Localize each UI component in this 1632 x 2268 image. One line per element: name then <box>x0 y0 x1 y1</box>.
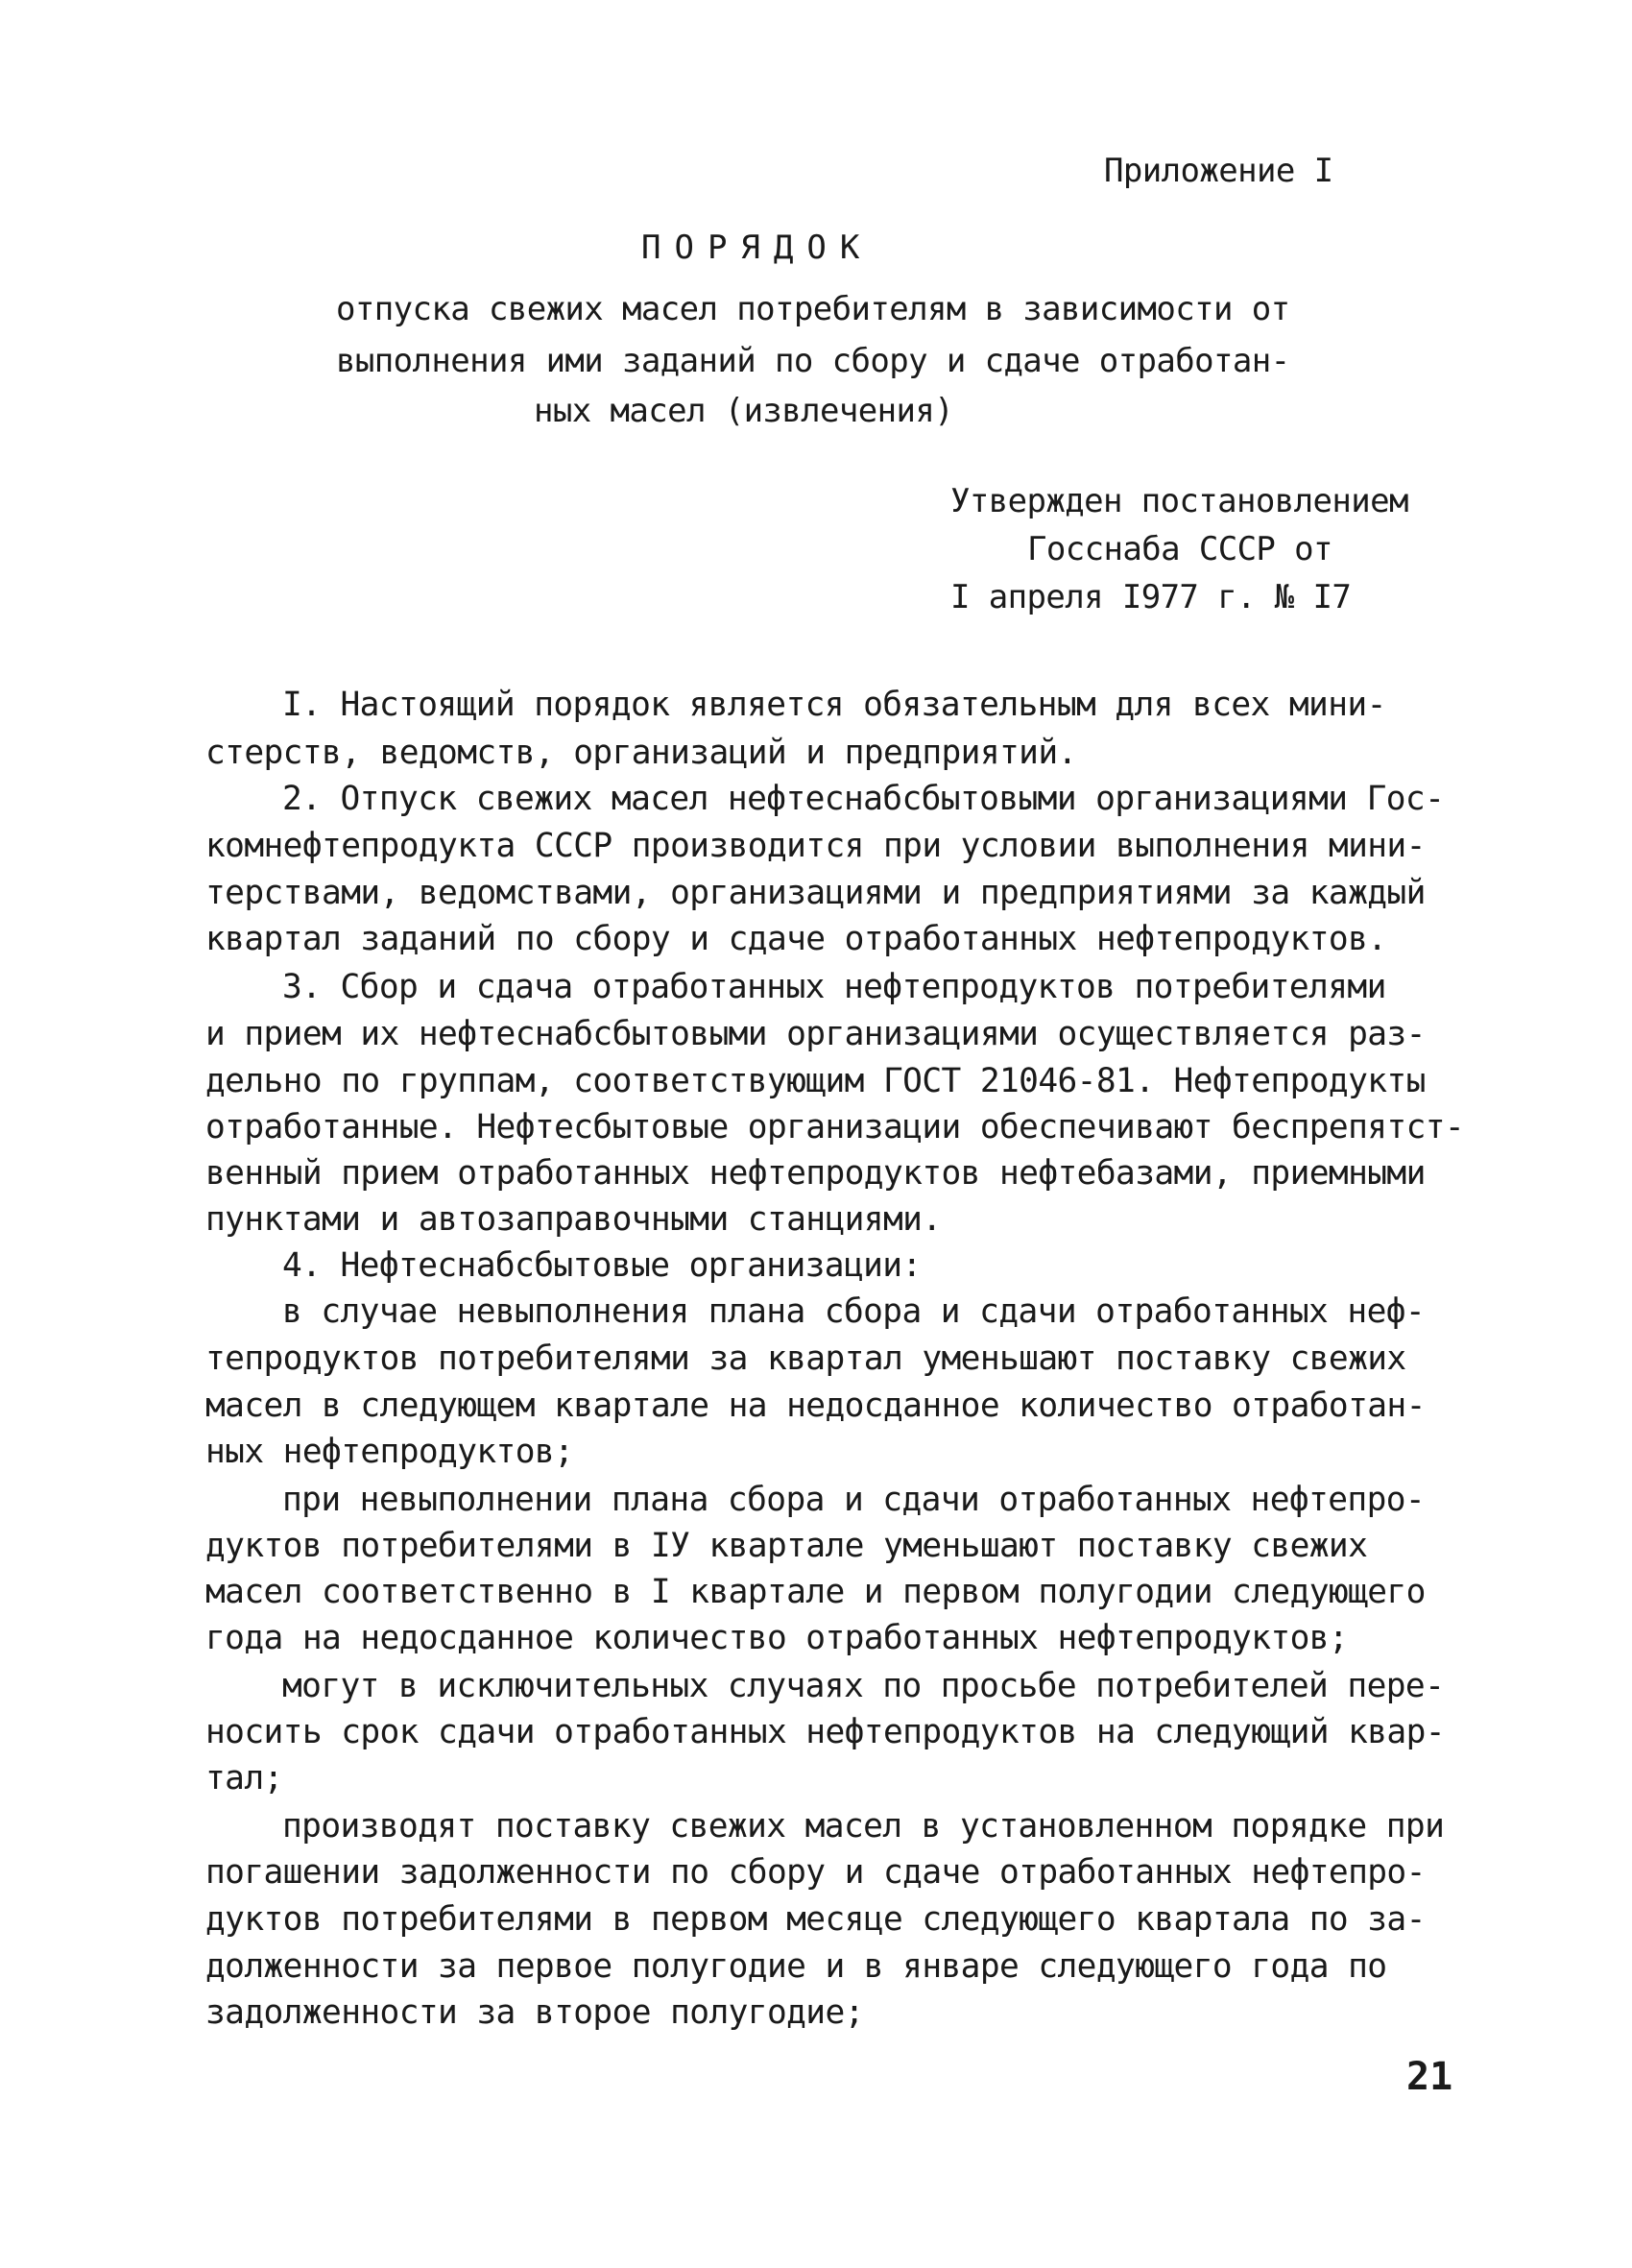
body-line: задолженности за второе полугодие; <box>205 1993 864 2032</box>
body-line: производят поставку свежих масел в установленном порядке при <box>282 1807 1445 1846</box>
appendix-label: Приложение I <box>1104 152 1333 190</box>
page-number: 21 <box>1406 2055 1453 2099</box>
body-line: масел соответственно в I квартале и первом полугодии следующего <box>205 1573 1426 1611</box>
body-line: 4. Нефтеснабсбытовые организации: <box>282 1246 922 1285</box>
body-line: и прием их нефтеснабсбытовыми организациями осуществляется раз- <box>205 1015 1426 1053</box>
body-line: тепродуктов потребителями за квартал уменьшают поставку свежих <box>205 1339 1406 1378</box>
body-line: дуктов потребителями в первом месяце следующего квартала по за- <box>205 1900 1426 1939</box>
body-line: 3. Сбор и сдача отработанных нефтепродуктов потребителями <box>282 968 1386 1006</box>
subtitle-line: отпуска свежих масел потребителям в зависимости от <box>336 290 1290 328</box>
approval-line: I апреля I977 г. № I7 <box>950 578 1352 616</box>
body-line: тал; <box>205 1759 283 1798</box>
body-line: долженности за первое полугодие и в январе следующего года по <box>205 1947 1387 1986</box>
body-line: в случае невыполнения плана сбора и сдачи отработанных неф- <box>282 1292 1426 1331</box>
body-line: венный прием отработанных нефтепродуктов нефтебазами, приемными <box>205 1154 1426 1193</box>
body-line: при невыполнении плана сбора и сдачи отработанных нефтепро- <box>282 1481 1426 1519</box>
body-line: комнефтепродукта СССР производится при условии выполнения мини- <box>205 827 1426 865</box>
approval-line: Утвержден постановлением <box>950 482 1408 520</box>
body-line: ных нефтепродуктов; <box>205 1433 574 1471</box>
body-line: масел в следующем квартале на недосданное количество отработан- <box>205 1387 1426 1425</box>
subtitle-line: выполнения ими заданий по сбору и сдаче отработан- <box>336 342 1290 380</box>
body-line: дельно по группам, соответствующим ГОСТ 21046-81. Нефтепродукты <box>205 1062 1426 1100</box>
body-line: 2. Отпуск свежих масел нефтеснабсбытовыми организациями Гос- <box>282 780 1445 818</box>
subtitle-line: ных масел (извлечения) <box>534 392 954 430</box>
document-title: ПОРЯДОК <box>641 229 874 267</box>
body-line: могут в исключительных случаях по просьбе потребителей пере- <box>282 1667 1445 1705</box>
body-line: пунктами и автозаправочными станциями. <box>205 1200 942 1239</box>
body-line: года на недосданное количество отработанных нефтепродуктов; <box>205 1619 1349 1657</box>
body-line: отработанные. Нефтесбытовые организации обеспечивают беспрепятст- <box>205 1108 1465 1146</box>
body-line: квартал заданий по сбору и сдаче отработанных нефтепродуктов. <box>205 920 1387 958</box>
approval-line: Госснаба СССР от <box>1027 530 1332 568</box>
body-line: носить срок сдачи отработанных нефтепродуктов на следующий квар- <box>205 1713 1445 1751</box>
body-line: дуктов потребителями в IУ квартале уменьшают поставку свежих <box>205 1527 1368 1565</box>
body-line: I. Настоящий порядок является обязательным для всех мини- <box>282 686 1386 724</box>
body-line: погашении задолженности по сбору и сдаче отработанных нефтепро- <box>205 1853 1426 1892</box>
body-line: стерств, ведомств, организаций и предприятий. <box>205 734 1077 772</box>
body-line: терствами, ведомствами, организациями и предприятиями за каждый <box>205 874 1426 912</box>
